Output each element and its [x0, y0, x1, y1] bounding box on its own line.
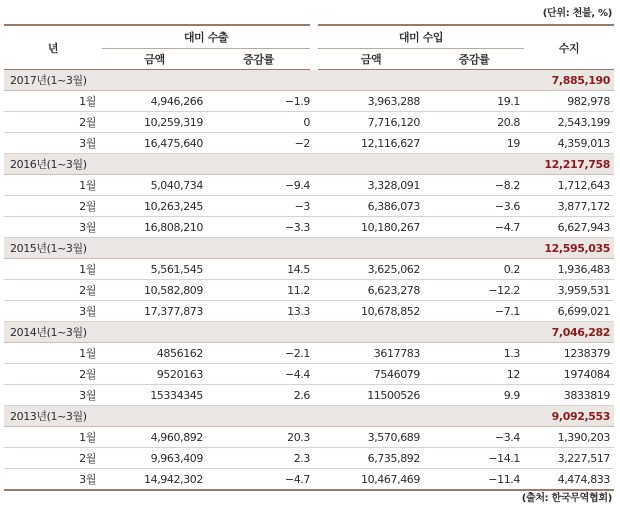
import-growth-cell: 19	[424, 133, 524, 154]
import-growth-cell: −11.4	[424, 469, 524, 491]
month-row	[4, 343, 614, 364]
balance-cell: 3,877,172	[524, 196, 614, 217]
export-amount-cell: 4,946,266	[102, 91, 207, 112]
import-amount-cell: 3,570,689	[314, 427, 424, 448]
balance-cell: 1238379	[524, 343, 614, 364]
trade-table	[4, 24, 614, 491]
balance-cell: 1974084	[524, 364, 614, 385]
year-row	[4, 406, 614, 427]
balance-cell: 2,543,199	[524, 112, 614, 133]
export-growth-cell: 0	[207, 112, 314, 133]
year-row	[4, 322, 614, 343]
source-note: (출처: 한국무역협회)	[521, 493, 612, 504]
unit-note: (단위: 천불, %)	[542, 8, 612, 19]
export-growth-cell: −3.3	[207, 217, 314, 238]
balance-cell: 6,627,943	[524, 217, 614, 238]
month-label: 2월	[4, 112, 102, 133]
year-balance-total: 12,595,035	[524, 238, 614, 259]
export-growth-cell: −3	[207, 196, 314, 217]
import-amount-cell: 6,386,073	[314, 196, 424, 217]
month-label: 1월	[4, 91, 102, 112]
month-label: 2월	[4, 280, 102, 301]
balance-cell: 6,699,021	[524, 301, 614, 322]
export-amount-cell: 15334345	[102, 385, 207, 406]
export-growth-cell: 14.5	[207, 259, 314, 280]
export-amount-cell: 4,960,892	[102, 427, 207, 448]
month-row	[4, 175, 614, 196]
import-growth-cell: −4.7	[424, 217, 524, 238]
month-row	[4, 280, 614, 301]
month-label: 3월	[4, 217, 102, 238]
export-amount-cell: 9520163	[102, 364, 207, 385]
import-amount-cell: 7,716,120	[314, 112, 424, 133]
balance-cell: 3833819	[524, 385, 614, 406]
header-import-amount: 금액	[314, 49, 424, 70]
year-label: 2016년(1~3월)	[4, 154, 524, 175]
export-amount-cell: 10,259,319	[102, 112, 207, 133]
import-amount-cell: 3,625,062	[314, 259, 424, 280]
month-row	[4, 301, 614, 322]
balance-cell: 4,359,013	[524, 133, 614, 154]
balance-cell: 982,978	[524, 91, 614, 112]
month-row	[4, 196, 614, 217]
month-row	[4, 364, 614, 385]
balance-cell: 1,712,643	[524, 175, 614, 196]
export-amount-cell: 4856162	[102, 343, 207, 364]
export-amount-cell: 14,942,302	[102, 469, 207, 491]
export-growth-cell: −9.4	[207, 175, 314, 196]
import-growth-cell: 0.2	[424, 259, 524, 280]
balance-cell: 1,390,203	[524, 427, 614, 448]
year-balance-total: 7,885,190	[524, 70, 614, 91]
year-label: 2017년(1~3월)	[4, 70, 524, 91]
table-header	[4, 25, 614, 70]
year-label: 2014년(1~3월)	[4, 322, 524, 343]
month-row	[4, 217, 614, 238]
import-growth-cell: 1.3	[424, 343, 524, 364]
import-amount-cell: 7546079	[314, 364, 424, 385]
month-label: 1월	[4, 343, 102, 364]
import-amount-cell: 10,678,852	[314, 301, 424, 322]
year-balance-total: 7,046,282	[524, 322, 614, 343]
balance-cell: 1,936,483	[524, 259, 614, 280]
month-label: 1월	[4, 427, 102, 448]
import-growth-cell: 12	[424, 364, 524, 385]
export-amount-cell: 17,377,873	[102, 301, 207, 322]
import-amount-cell: 3,963,288	[314, 91, 424, 112]
export-amount-cell: 9,963,409	[102, 448, 207, 469]
header-year: 년	[4, 25, 102, 70]
import-growth-cell: 19.1	[424, 91, 524, 112]
export-growth-cell: 11.2	[207, 280, 314, 301]
import-growth-cell: −12.2	[424, 280, 524, 301]
balance-cell: 3,227,517	[524, 448, 614, 469]
export-amount-cell: 5,561,545	[102, 259, 207, 280]
export-growth-cell: −2	[207, 133, 314, 154]
import-amount-cell: 10,180,267	[314, 217, 424, 238]
month-label: 3월	[4, 385, 102, 406]
month-label: 3월	[4, 469, 102, 491]
balance-cell: 4,474,833	[524, 469, 614, 491]
export-amount-cell: 5,040,734	[102, 175, 207, 196]
import-growth-cell: 9.9	[424, 385, 524, 406]
export-growth-cell: −4.7	[207, 469, 314, 491]
month-label: 3월	[4, 301, 102, 322]
header-export-growth: 증감률	[207, 49, 314, 70]
year-row	[4, 70, 614, 91]
month-label: 1월	[4, 259, 102, 280]
year-balance-total: 9,092,553	[524, 406, 614, 427]
import-amount-cell: 6,735,892	[314, 448, 424, 469]
import-growth-cell: −7.1	[424, 301, 524, 322]
month-row	[4, 112, 614, 133]
export-growth-cell: 13.3	[207, 301, 314, 322]
table-body	[4, 70, 614, 491]
year-balance-total: 12,217,758	[524, 154, 614, 175]
month-label: 2월	[4, 196, 102, 217]
export-growth-cell: 2.6	[207, 385, 314, 406]
export-growth-cell: 20.3	[207, 427, 314, 448]
year-row	[4, 154, 614, 175]
export-growth-cell: 2.3	[207, 448, 314, 469]
header-import-growth: 증감률	[424, 49, 524, 70]
import-growth-cell: −8.2	[424, 175, 524, 196]
import-growth-cell: 20.8	[424, 112, 524, 133]
month-row	[4, 91, 614, 112]
month-row	[4, 259, 614, 280]
month-label: 2월	[4, 448, 102, 469]
import-amount-cell: 11500526	[314, 385, 424, 406]
export-amount-cell: 16,808,210	[102, 217, 207, 238]
month-row	[4, 469, 614, 491]
import-growth-cell: −3.6	[424, 196, 524, 217]
header-balance: 수지	[524, 25, 614, 70]
month-label: 1월	[4, 175, 102, 196]
header-export-amount: 금액	[102, 49, 207, 70]
month-label: 2월	[4, 364, 102, 385]
export-amount-cell: 10,582,809	[102, 280, 207, 301]
year-row	[4, 238, 614, 259]
import-amount-cell: 3617783	[314, 343, 424, 364]
export-amount-cell: 10,263,245	[102, 196, 207, 217]
import-amount-cell: 6,623,278	[314, 280, 424, 301]
year-label: 2013년(1~3월)	[4, 406, 524, 427]
month-row	[4, 133, 614, 154]
header-export-group: 대미 수출	[102, 25, 314, 49]
export-growth-cell: −2.1	[207, 343, 314, 364]
balance-cell: 3,959,531	[524, 280, 614, 301]
import-amount-cell: 3,328,091	[314, 175, 424, 196]
import-growth-cell: −3.4	[424, 427, 524, 448]
month-row	[4, 385, 614, 406]
month-label: 3월	[4, 133, 102, 154]
export-growth-cell: −1.9	[207, 91, 314, 112]
export-growth-cell: −4.4	[207, 364, 314, 385]
import-growth-cell: −14.1	[424, 448, 524, 469]
month-row	[4, 448, 614, 469]
export-amount-cell: 16,475,640	[102, 133, 207, 154]
import-amount-cell: 12,116,627	[314, 133, 424, 154]
year-label: 2015년(1~3월)	[4, 238, 524, 259]
month-row	[4, 427, 614, 448]
header-import-group: 대미 수입	[314, 25, 524, 49]
import-amount-cell: 10,467,469	[314, 469, 424, 491]
